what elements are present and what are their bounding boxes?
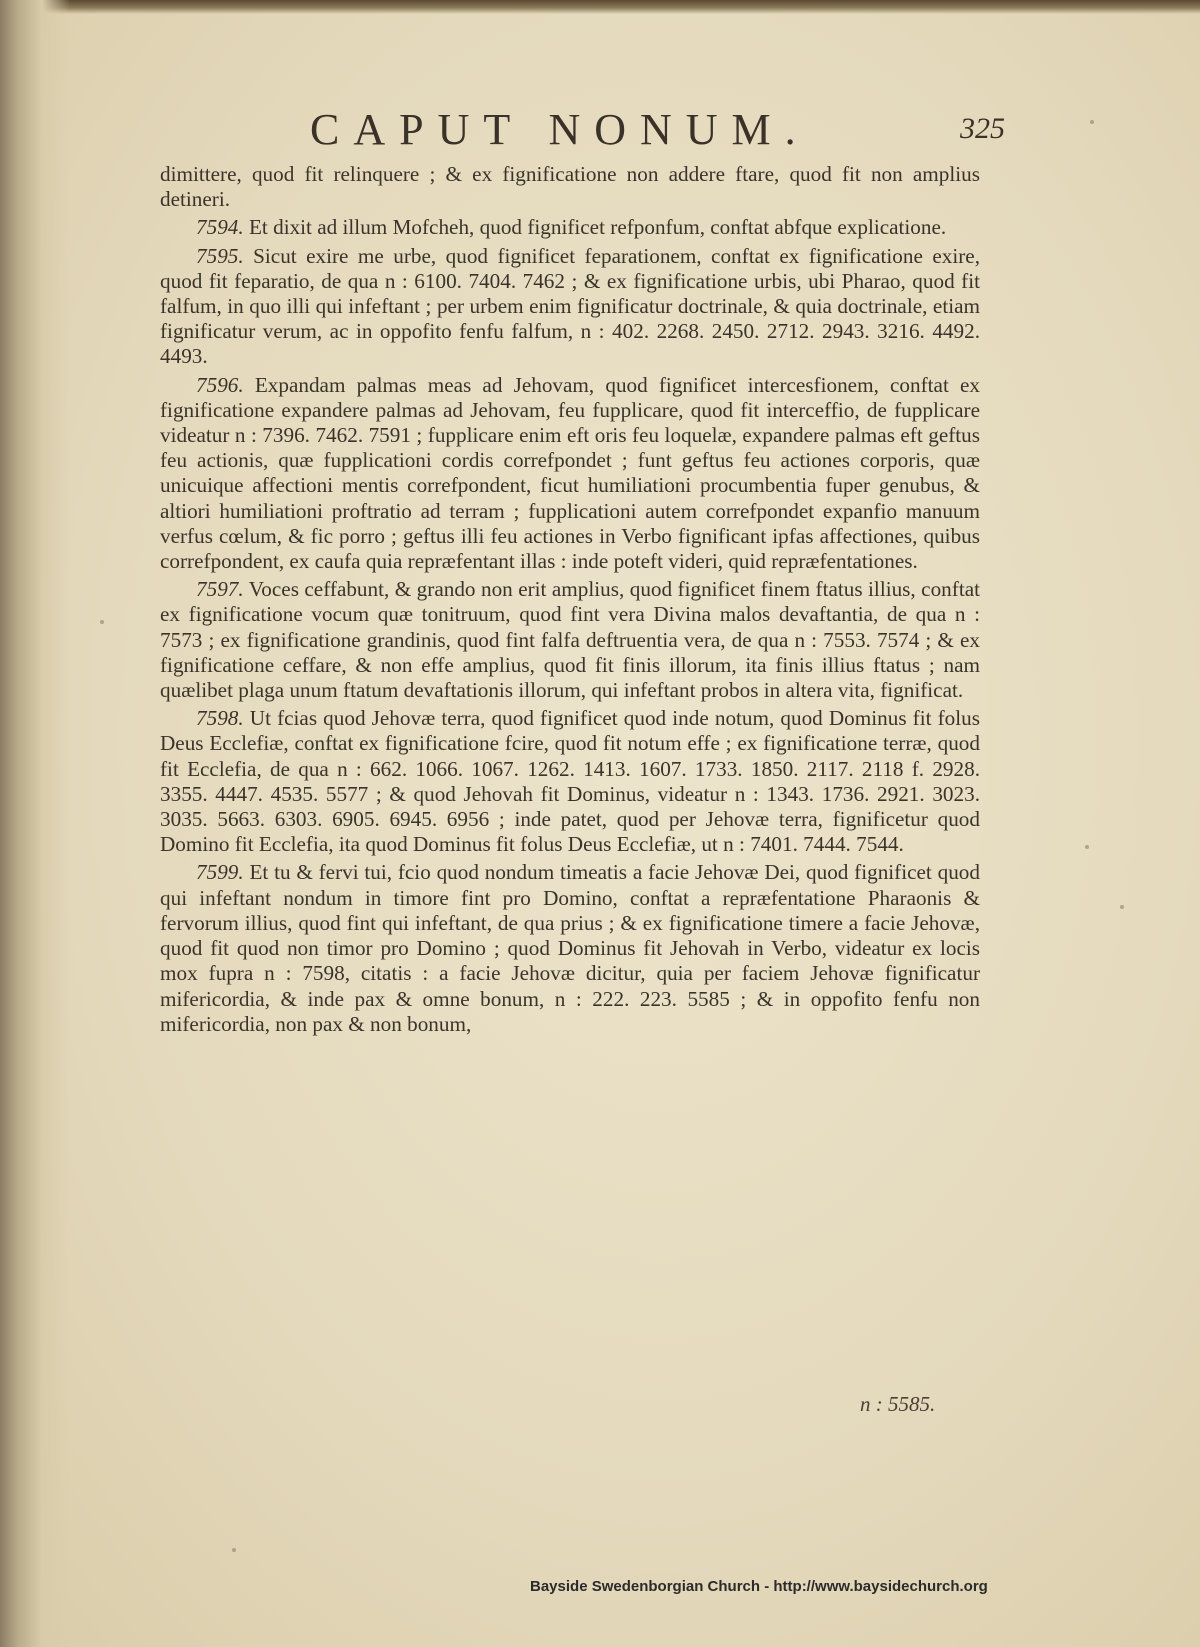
paragraph-text: Ut fcias quod Jehovæ terra, quod fignificet quod inde notum, quod Dominus fit folus Deus Ecclefiæ, conftat ex fignificatione fcire, quod fit notum effe ; ex fignificatione terræ, quod fit Ecclefia, de qua n : 662. 1066. 1067. 1262. 1413. 1607. 1733. 1850. 2117. 2118 f. 2928. 3355. 4447. 4535. 5577 ; & quod Jehovah fit Dominus, videatur n : 1343. 1736. 2921. 3023. 3035. 5663. 6303. 6905. 6945. 6956 ; inde patet, quod per Jehovæ terra, fignificetur quod Domino fit Ecclefia, ita quod Dominus fit folus Deus Ecclefiæ, ut n : 7401. 7444. 7544. [160,706,980,857]
paper-speck [100,620,104,624]
paragraph-text: Sicut exire me urbe, quod fignificet feparationem, conftat ex fignificatione exire, quod fit feparatio, de qua n : 6100. 7404. 7462 ; & ex fignificatione urbis, ubi Pharao, quod fit falfum, in quo illi qui infeftant ; per urbem enim fignificatur doctrinale, & quia doctrinale, etiam fignificatur verum, ac in oppofito fenfu falfum, n : 402. 2268. 2450. 2712. 2943. 3216. 4492. 4493. [160,243,980,369]
paragraph-number: 7599. [196,860,244,885]
paragraph-continuation [160,162,980,212]
page-number: 325 [960,112,1005,145]
catchword: n : 5585. [860,1392,936,1416]
paragraph-7595 [160,244,980,370]
paragraph-7596 [160,373,980,575]
paragraph-number: 7595. [196,243,244,268]
paragraph-7597 [160,577,980,703]
paragraph-text: Expandam palmas meas ad Jehovam, quod fignificet intercesfionem, conftat ex fignificatione expandere palmas ad Jehovam, feu fupplicare, quod fit interceffio, de fupplicare videatur n : 7396. 7462. 7591 ; fupplicare enim eft oris feu loquelæ, expandere palmas eft geftus feu actionis, quæ fupplicationi cordis correfpondet ; funt geftus feu actiones corporis, quæ unicuique affectioni mentis correfpondent, ficut humiliationi procumbentia fuper genubus, & altiori humiliationi proftratio ad terram ; fupplicationi autem correfpondet expanfio manuum verfus cœlum, & fic porro ; geftus illi feu actiones in Verbo fignificant ipfas affectiones, quibus correfpondent, ex caufa quia repræfentant illas : inde poteft videri, quid repræfentationes. [160,372,980,574]
paragraph-text: Et dixit ad illum Mofcheh, quod fignificet refponfum, conftat abfque explicatione. [243,215,947,240]
paragraph-number: 7598. [196,706,244,731]
running-title: CAPUT NONUM. [310,105,810,154]
paragraph-number: 7594. [196,215,244,240]
paper-speck [1085,845,1089,849]
paragraph-7598 [160,706,980,857]
paragraph-7594 [160,215,980,240]
page-header [160,104,1020,154]
page-top-edge [0,0,1200,14]
paper-speck [1120,905,1124,909]
paragraph-text: dimittere, quod fit relinquere ; & ex fignificatione non addere ftare, quod fit non amplius detineri. [160,162,980,212]
paragraph-text: Et tu & fervi tui, fcio quod nondum timeatis a facie Jehovæ Dei, quod fignificet quod qui infeftant nondum in timore fint pro Domino, conftat a repræfentatione Pharaonis & fervorum illius, quod fint qui infeftant, de qua prius ; & ex fignificatione timere a facie Jehovæ, quod fit quod non timor pro Domino ; quod Dominus fit Jehovah in Verbo, videatur ex locis mox fupra n : 7598, citatis : a facie Jehovæ dicitur, quia per faciem Jehovæ fignificatur mifericordia, & inde pax & omne bonum, n : 222. 223. 5585 ; & in oppofito fenfu non mifericordia, non pax & non bonum, [160,860,980,1036]
body-text [160,162,980,1040]
paragraph-number: 7597. [196,577,244,602]
watermark-footer: Bayside Swedenborgian Church - http://www.baysidechurch.org [530,1578,988,1595]
paper-speck [1090,120,1094,124]
paragraph-text: Voces ceffabunt, & grando non erit amplius, quod fignificet finem ftatus illius, conftat ex fignificatione vocum quæ tonitruum, quod fint vera Divina malos devaftantia, de qua n : 7573 ; ex fignificatione grandinis, quod fint falfa deftruentia vera, de qua n : 7553. 7574 ; & ex fignificatione ceffare, & non effe amplius, quod fit finis illorum, ita finis illius ftatus ; nam quælibet plaga unum ftatum devaftationis illorum, qui infeftant probos in altera vita, fignificat. [160,577,980,703]
paper-speck [232,1548,236,1552]
book-spine-shadow [0,0,70,1647]
paragraph-number: 7596. [196,372,244,397]
paragraph-7599 [160,860,980,1036]
